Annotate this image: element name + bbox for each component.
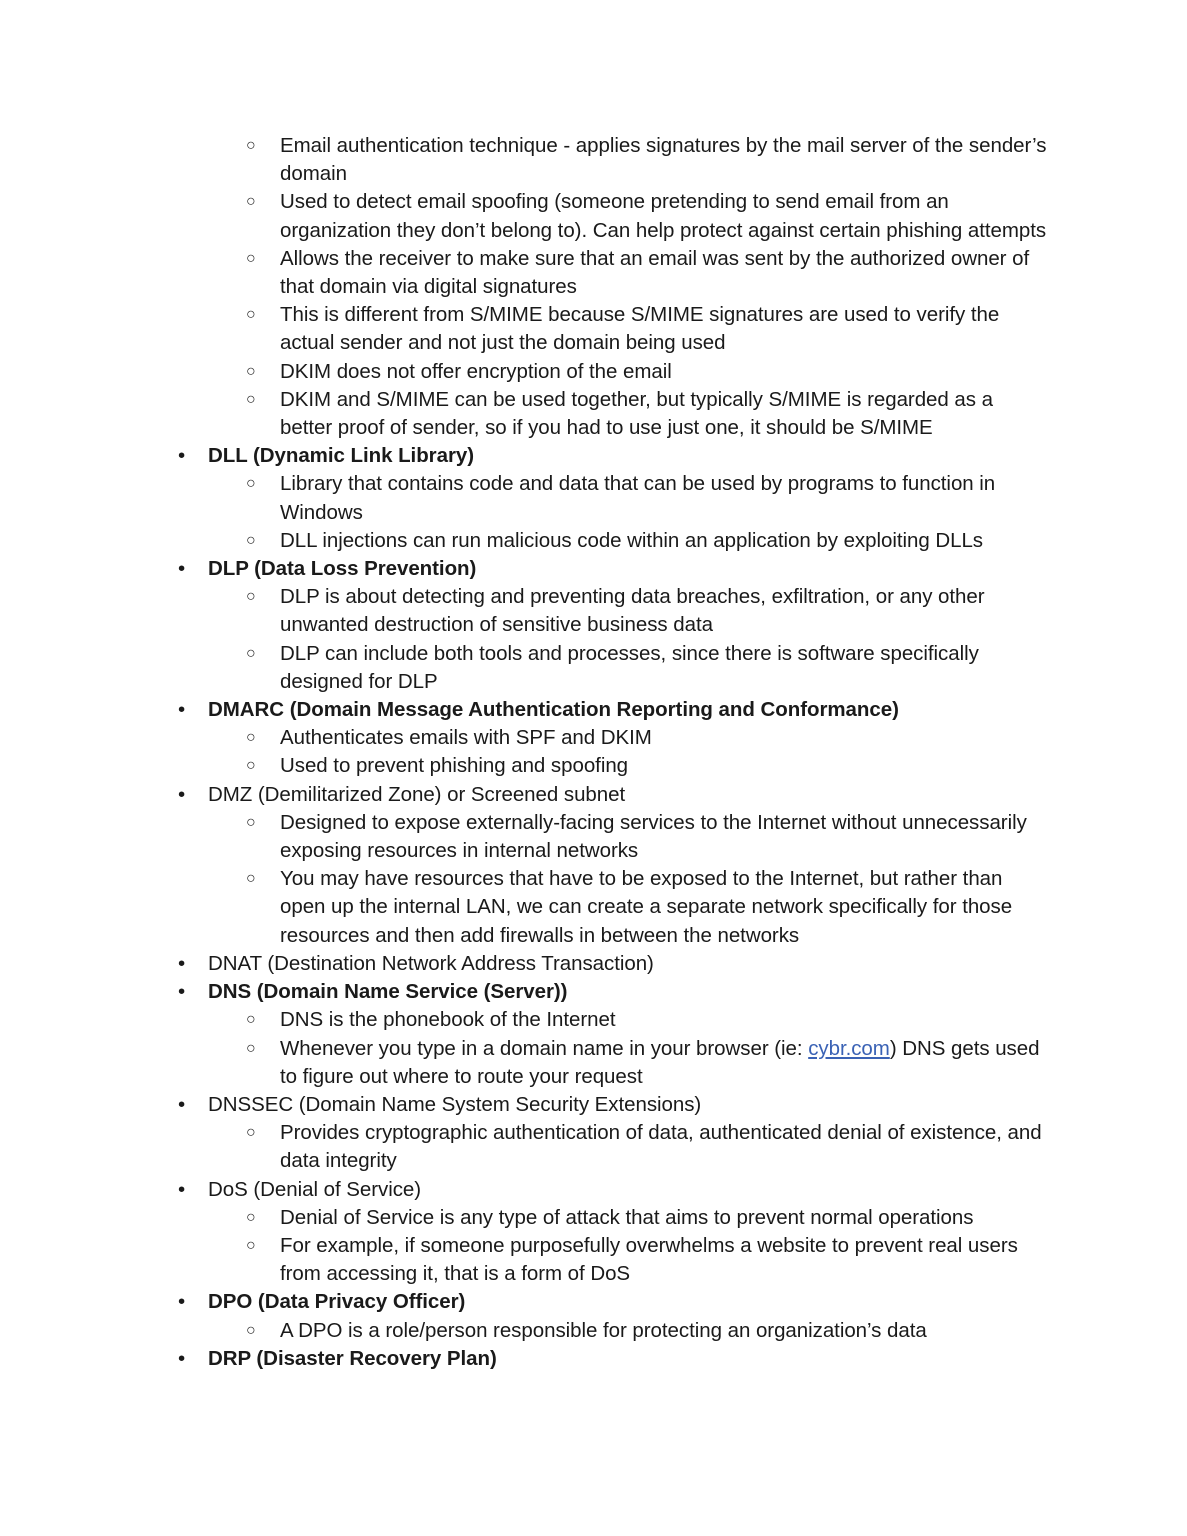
outline-item-text: A DPO is a role/person responsible for protecting an organization’s data	[280, 1318, 927, 1342]
disc-bullet-icon: •	[178, 951, 186, 975]
outline-item-level2	[0, 1204, 1187, 1232]
outline-item-level1	[0, 442, 1187, 470]
disc-bullet-icon: •	[178, 1092, 186, 1116]
circle-bullet-icon: ○	[246, 588, 256, 606]
outline-item-text: This is different from S/MIME because S/MIME signatures are used to verify the actual sender and not just the domain being used	[280, 303, 1000, 355]
outline-item-level2	[0, 188, 1187, 244]
circle-bullet-icon: ○	[246, 137, 256, 154]
circle-bullet-icon: ○	[246, 644, 256, 662]
outline-item-text: DLL injections can run malicious code within an application by exploiting DLLs	[280, 528, 983, 552]
outline-item-text: DNSSEC (Domain Name System Security Extensions)	[208, 1092, 702, 1116]
outline-item-text: Library that contains code and data that can be used by programs to function in Windows	[280, 472, 996, 524]
circle-bullet-icon: ○	[246, 1208, 256, 1226]
text-after-link: ) DNS gets used to figure out where to route your request	[280, 1036, 1040, 1088]
outline-item-text: DMARC (Domain Message Authentication Reporting and Conformance)	[208, 698, 899, 722]
outline-item-level2	[0, 1006, 1187, 1034]
outline-item-text: DNS (Domain Name Service (Server))	[208, 980, 568, 1004]
outline-item-level1	[0, 1288, 1187, 1316]
disc-bullet-icon: •	[178, 1346, 186, 1370]
circle-bullet-icon: ○	[246, 870, 256, 888]
outline-item-text: DMZ (Demilitarized Zone) or Screened subnet	[208, 782, 626, 806]
outline-content	[0, 132, 1187, 1373]
outline-item-level2	[0, 358, 1187, 386]
circle-bullet-icon: ○	[246, 757, 256, 775]
outline-item-text: DNS is the phonebook of the Internet	[280, 1008, 616, 1032]
outline-item-level2	[0, 1317, 1187, 1345]
disc-bullet-icon: •	[178, 557, 186, 581]
outline-item-text: DNAT (Destination Network Address Transaction)	[208, 951, 654, 975]
outline-item-level2	[0, 809, 1187, 865]
circle-bullet-icon: ○	[246, 249, 256, 267]
outline-item-text: For example, if someone purposefully overwhelms a website to prevent real users from accessing it, that is a form of DoS	[280, 1233, 1018, 1286]
outline-item-text	[280, 1035, 1048, 1091]
circle-bullet-icon: ○	[246, 813, 256, 831]
outline-item-text: DKIM does not offer encryption of the email	[280, 359, 672, 383]
outline-item-level1	[0, 1176, 1187, 1204]
outline-item-text: Provides cryptographic authentication of data, authenticated denial of existence, and data integrity	[280, 1121, 1042, 1173]
circle-bullet-icon: ○	[246, 729, 256, 747]
outline-item-level1	[0, 1345, 1187, 1373]
outline-item-text: DLL (Dynamic Link Library)	[208, 444, 475, 468]
outline-item-text: DKIM and S/MIME can be used together, but typically S/MIME is regarded as a better proof of sender, so if you had to use just one, it should be S/MIME	[280, 387, 993, 440]
outline-item-text: DLP (Data Loss Prevention)	[208, 557, 477, 581]
outline-item-level2	[0, 132, 1187, 188]
circle-bullet-icon: ○	[246, 306, 256, 324]
text-before-link: Whenever you type in a domain name in your browser (ie:	[280, 1036, 809, 1060]
outline-item-text: Allows the receiver to make sure that an email was sent by the authorized owner of that domain via digital signatures	[280, 246, 1030, 299]
circle-bullet-icon: ○	[246, 475, 256, 493]
outline-item-level1	[0, 978, 1187, 1006]
outline-item-level2	[0, 640, 1187, 696]
outline-item-text: DLP is about detecting and preventing data breaches, exfiltration, or any other unwanted destruction of sensitive business data	[280, 585, 985, 637]
disc-bullet-icon: •	[178, 980, 186, 1004]
outline-item-level1	[0, 781, 1187, 809]
outline-item-text: DLP can include both tools and processes, since there is software specifically designed for DLP	[280, 641, 979, 693]
circle-bullet-icon: ○	[246, 1039, 256, 1057]
outline-item-level1	[0, 696, 1187, 724]
hyperlink-cybr-com[interactable]: cybr.com	[808, 1036, 890, 1060]
outline-item-text: Used to prevent phishing and spoofing	[280, 754, 629, 778]
outline-item-text: Designed to expose externally-facing services to the Internet without unnecessarily exposing resources in internal networks	[280, 810, 1027, 863]
outline-item-text: Email authentication technique - applies signatures by the mail server of the sender’s domain	[280, 134, 1047, 186]
outline-item-text: DRP (Disaster Recovery Plan)	[208, 1346, 497, 1370]
outline-item-level2	[0, 724, 1187, 752]
outline-item-level1	[0, 950, 1187, 978]
circle-bullet-icon: ○	[246, 193, 256, 211]
outline-item-level1	[0, 1091, 1187, 1119]
circle-bullet-icon: ○	[246, 390, 256, 408]
circle-bullet-icon: ○	[246, 1011, 256, 1029]
outline-item-level2	[0, 1035, 1187, 1091]
outline-item-text: Denial of Service is any type of attack that aims to prevent normal operations	[280, 1205, 974, 1229]
circle-bullet-icon: ○	[246, 531, 256, 549]
outline-item-level2	[0, 865, 1187, 950]
outline-item-level2	[0, 527, 1187, 555]
disc-bullet-icon: •	[178, 1177, 186, 1201]
disc-bullet-icon: •	[178, 782, 186, 806]
outline-item-text: You may have resources that have to be exposed to the Internet, but rather than open up the internal LAN, we can create a separate network specifically for those resources and then add firewalls in between the networks	[280, 867, 1013, 947]
outline-item-text: DPO (Data Privacy Officer)	[208, 1290, 466, 1314]
outline-item-level1	[0, 555, 1187, 583]
outline-item-level2	[0, 470, 1187, 526]
outline-item-level2	[0, 301, 1187, 357]
outline-item-level2	[0, 1119, 1187, 1175]
outline-item-level2	[0, 752, 1187, 780]
circle-bullet-icon: ○	[246, 1236, 256, 1254]
circle-bullet-icon: ○	[246, 1321, 256, 1339]
disc-bullet-icon: •	[178, 444, 186, 468]
circle-bullet-icon: ○	[246, 1124, 256, 1142]
outline-item-level2	[0, 245, 1187, 301]
outline-item-text: Authenticates emails with SPF and DKIM	[280, 726, 652, 750]
outline-item-text: DoS (Denial of Service)	[208, 1177, 422, 1201]
disc-bullet-icon: •	[178, 698, 186, 722]
outline-item-level2	[0, 386, 1187, 442]
disc-bullet-icon: •	[178, 1290, 186, 1314]
circle-bullet-icon: ○	[246, 362, 256, 380]
outline-list	[0, 132, 1187, 1373]
outline-item-text: Used to detect email spoofing (someone pretending to send email from an organization they don’t belong to). Can help protect against certain phishing attempts	[280, 190, 1047, 242]
outline-item-level2	[0, 583, 1187, 639]
outline-item-level2	[0, 1232, 1187, 1288]
